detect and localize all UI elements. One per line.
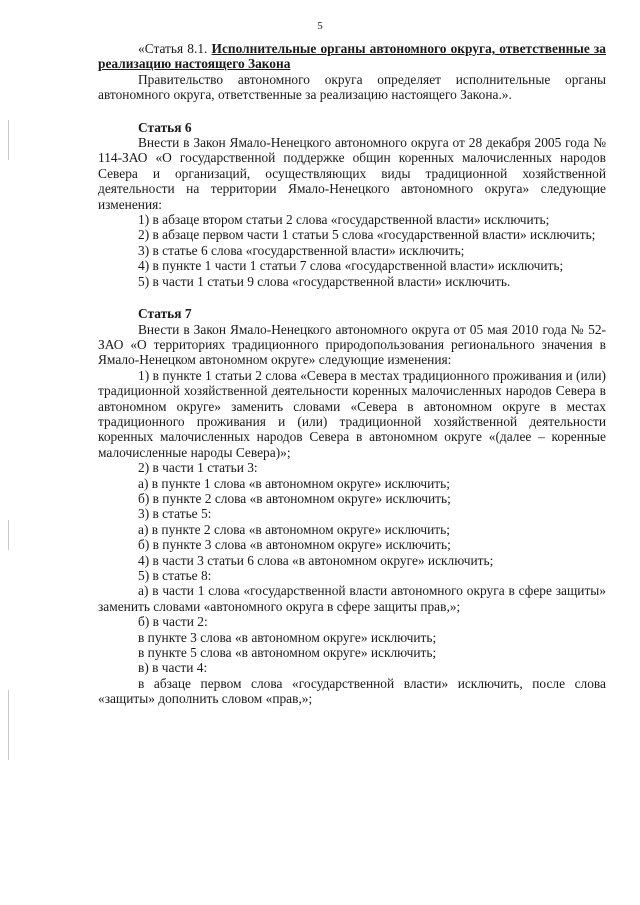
article-7-item: б) в пункте 3 слова «в автономном округе» исключить; [138,537,451,553]
article-7-item: б) в пункте 2 слова «в автономном округе» исключить; [138,490,451,506]
article-6-item: 5) в части 1 статьи 9 слова «государственной власти» исключить. [138,273,511,289]
article-6-heading: Статья 6 [138,119,192,135]
article-7-intro: Внести в Закон Ямало-Ненецкого автономного округа от 05 мая 2010 года № 52-ЗАО «О территориях традиционного природопользования регионального значения в Ямало-Ненецком автономном округе» следующие изменения: [98,321,606,368]
article-8-1-heading [98,41,606,72]
article-8-1-lead: «Статья 8.1. [138,41,208,56]
article-7-item: б) в части 2: [138,614,208,630]
article-7-item: 1) в пункте 1 статьи 2 слова «Севера в местах традиционного проживания и (или) традиционной хозяйственной деятельности коренных малочисленных народов Севера в автономном округе» заменить словами «Севера в автономном округе в местах традиционного проживания и (или) традиционной хозяйственной деятельности коренных малочисленных народов Севера в автономном округе «(далее – коренные малочисленные народы Севера)»; [98,367,606,460]
article-7-heading: Статья 7 [138,306,192,322]
article-7-item: а) в пункте 2 слова «в автономном округе» исключить; [138,521,450,537]
article-6-item: 2) в абзаце первом части 1 статьи 5 слова «государственной власти» исключить; [138,227,596,243]
article-7-item: 5) в статье 8: [138,568,212,583]
article-8-1-title: Исполнительные органы автономного округа, ответственные за реализацию настоящего Закона [98,41,606,72]
scan-artifact [8,120,9,160]
article-6-item: 1) в абзаце втором статьи 2 слова «государственной власти» исключить; [138,212,550,228]
document-body [98,41,606,707]
article-7-item: 3) в статье 5: [138,506,212,522]
article-6-item: 3) в статье 6 слова «государственной власти» исключить; [138,242,465,258]
article-8-1-body: Правительство автономного округа определяет исполнительные органы автономного округа, ответственные за реализацию настоящего Закона.». [98,71,606,103]
article-7-item: в пункте 5 слова «в автономном округе» исключить; [138,645,437,661]
article-6-intro: Внести в Закон Ямало-Ненецкого автономного округа от 28 декабря 2005 года № 114-ЗАО «О государственной поддержке общин коренных малочисленных народов Севера и организаций, осуществляющих виды традиционной хозяйственной деятельности на территории Ямало-Ненецкого автономного округа» следующие изменения: [98,135,606,212]
article-7-item: в) в части 4: [138,660,208,676]
article-6-item: 4) в пункте 1 части 1 статьи 7 слова «государственной власти» исключить; [138,258,564,274]
article-7-item: в пункте 3 слова «в автономном округе» исключить; [138,629,437,645]
scan-artifact [8,690,9,760]
page-number: 5 [317,20,323,32]
article-7-item: 4) в части 3 статьи 6 слова «в автономном округе» исключить; [138,552,494,568]
article-7-item: а) в части 1 слова «государственной власти автономного округа в сфере защиты» заменить словами «автономного округа в сфере защиты прав,»; [98,583,606,614]
article-7-item: а) в пункте 1 слова «в автономном округе» исключить; [138,475,450,491]
article-7-item: 2) в части 1 статьи 3: [138,460,258,476]
article-7-item: в абзаце первом слова «государственной власти» исключить, после слова «защиты» дополнить словом «прав,»; [98,675,606,707]
scan-artifact [8,520,9,550]
